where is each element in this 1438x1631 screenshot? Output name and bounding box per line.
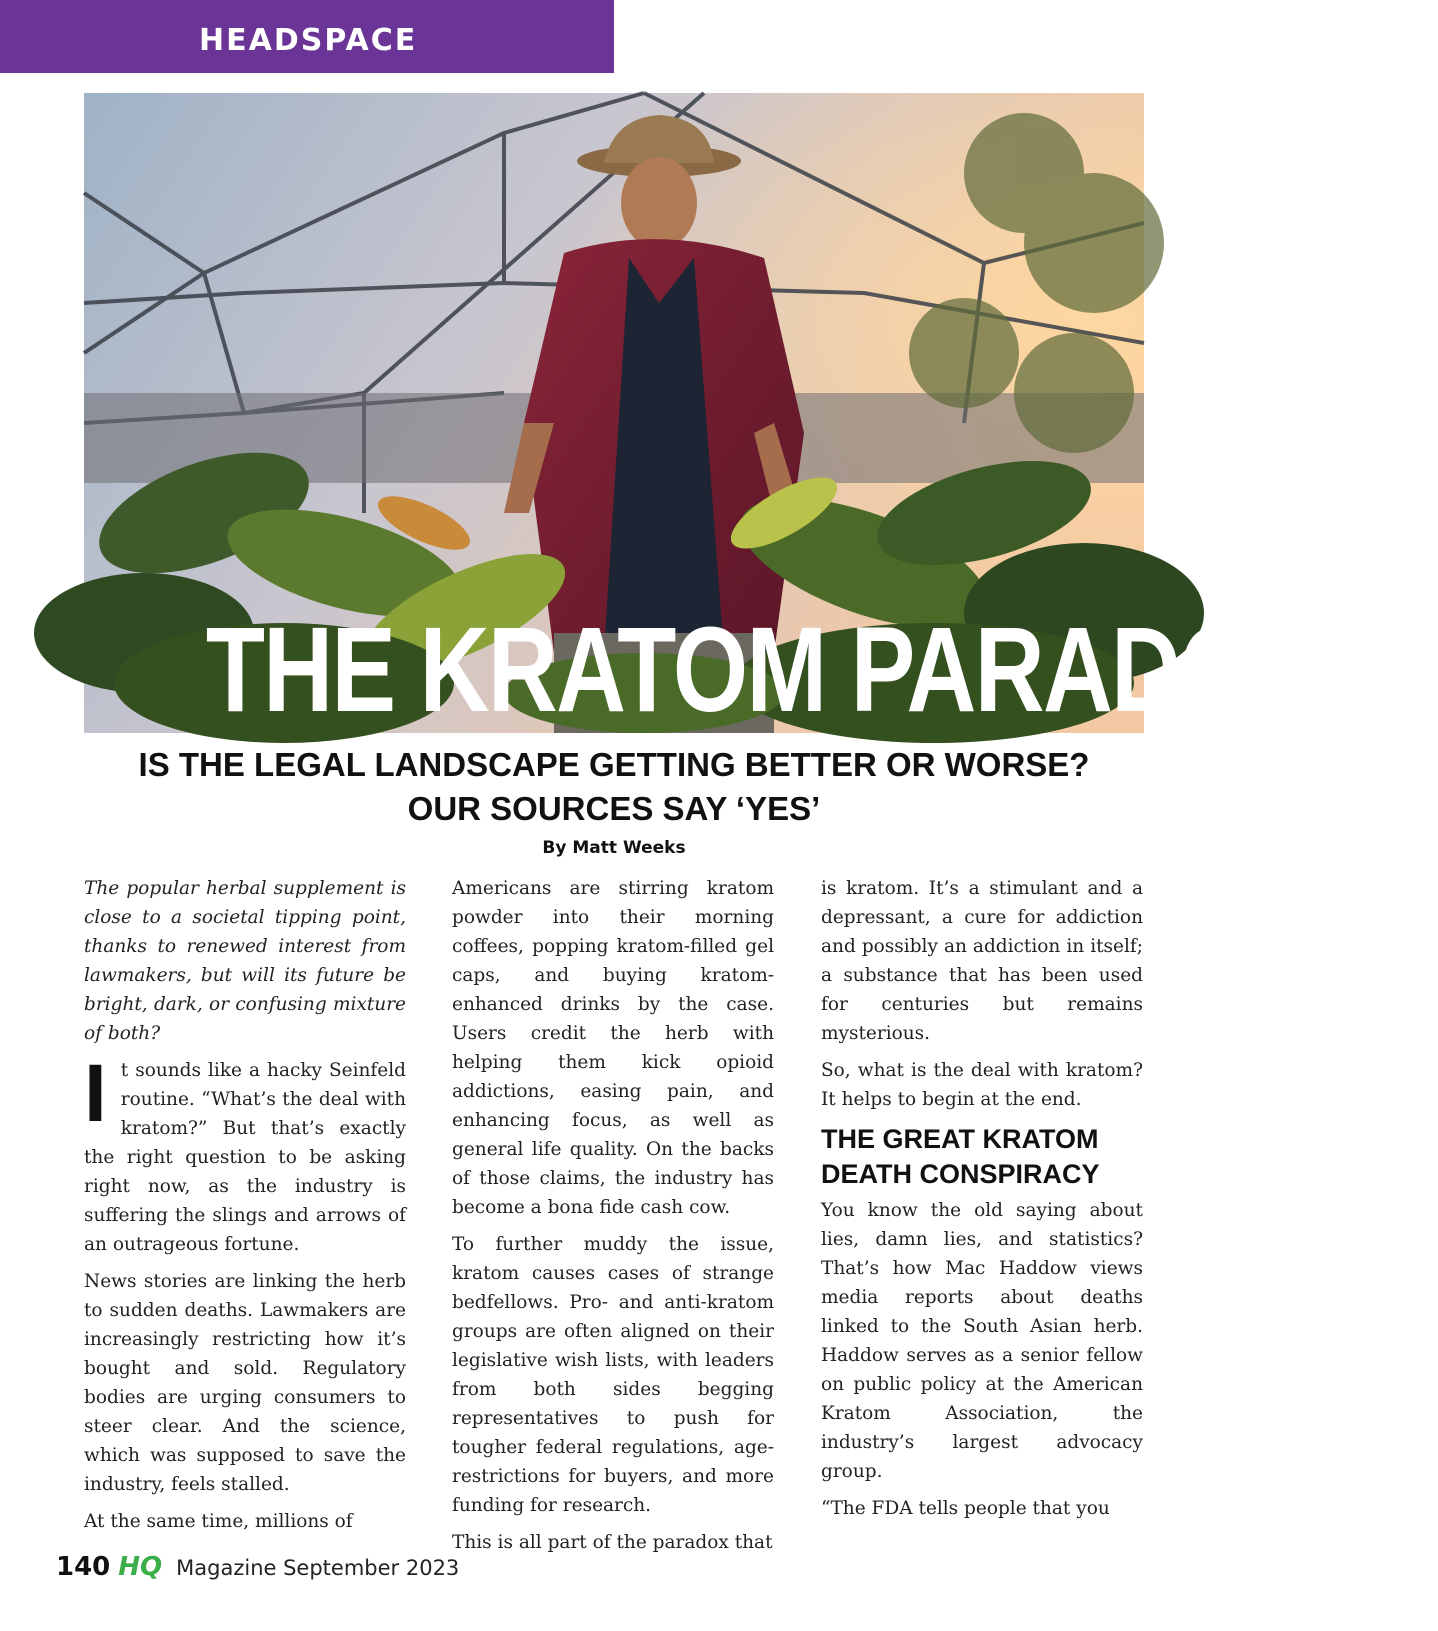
article-paragraph: News stories are linking the herb to sudden deaths. Lawmakers are increasingly restricting how it’s bought and sold. Regulatory bodies are urging consumers to steer clear. And the science, which was supposed to save the industry, feels stalled.: [84, 1271, 406, 1495]
section-label: HEADSPACE: [199, 23, 418, 58]
section-tab: [0, 0, 614, 73]
article-paragraph: This is all part of the paradox that: [452, 1532, 773, 1553]
article-column-2: [452, 874, 774, 1553]
page-number: 140: [56, 1552, 111, 1582]
article-paragraph: You know the old saying about lies, damn lies, and statistics? That’s how Mac Haddow views media reports about deaths linked to the South Asian herb. Haddow serves as a senior fellow on public policy at the American Kratom Association, the industry’s largest advocacy group.: [821, 1200, 1143, 1482]
article-paragraph: To further muddy the issue, kratom causes cases of strange bedfellows. Pro- and anti-kratom groups are often aligned on their legislative wish lists, with leaders from both sides begging representatives to push for tougher federal regulations, age-restrictions for buyers, and more funding for research.: [452, 1234, 774, 1516]
article-title: [84, 602, 1316, 738]
deck-line-2: OUR SOURCES SAY ‘YES’: [407, 790, 821, 827]
byline: By Matt Weeks: [542, 838, 686, 858]
deck-line-1: IS THE LEGAL LANDSCAPE GETTING BETTER OR WORSE?: [138, 746, 1090, 783]
article-column-3: [821, 874, 1143, 1519]
article-paragraph: At the same time, millions of: [84, 1511, 353, 1532]
article-paragraph: So, what is the deal with kratom? It helps to begin at the end.: [821, 1060, 1143, 1110]
hq-logo: HQ: [118, 1552, 163, 1582]
issue-label: Magazine September 2023: [176, 1556, 460, 1580]
article-column-1: [84, 874, 406, 1532]
drop-cap: I: [84, 1048, 107, 1139]
paragraph-text: t sounds like a hacky Seinfeld routine. “What’s the deal with kratom?” But that’s exactly the right question to be asking right now, as the industry is suffering the slings and arrows of an outrageous fortune.: [84, 1060, 406, 1255]
article-subhead: THE GREAT KRATOM DEATH CONSPIRACY: [821, 1124, 1100, 1189]
article-intro: The popular herbal supplement is close to a societal tipping point, thanks to renewed interest from lawmakers, but will its future be bright, dark, or confusing mixture of both?: [84, 878, 406, 1044]
page-folio: [56, 1552, 459, 1586]
article-paragraph: [84, 1048, 406, 1259]
article-paragraph: “The FDA tells people that you: [821, 1498, 1110, 1519]
article-paragraph: is kratom. It’s a stimulant and a depressant, a cure for addiction and possibly an addiction in itself; a substance that has been used for centuries but remains mysterious.: [821, 878, 1143, 1044]
article-paragraph: Americans are stirring kratom powder into their morning coffees, popping kratom-filled gel caps, and buying kratom-enhanced drinks by the case. Users credit the herb with helping them kick opioid addictions, easing pain, and enhancing focus, as well as general life quality. On the backs of those claims, the industry has become a bona fide cash cow.: [452, 878, 774, 1218]
article-deck: [84, 743, 1144, 831]
article-title-text: THE KRATOM PARADOX: [205, 602, 1316, 738]
